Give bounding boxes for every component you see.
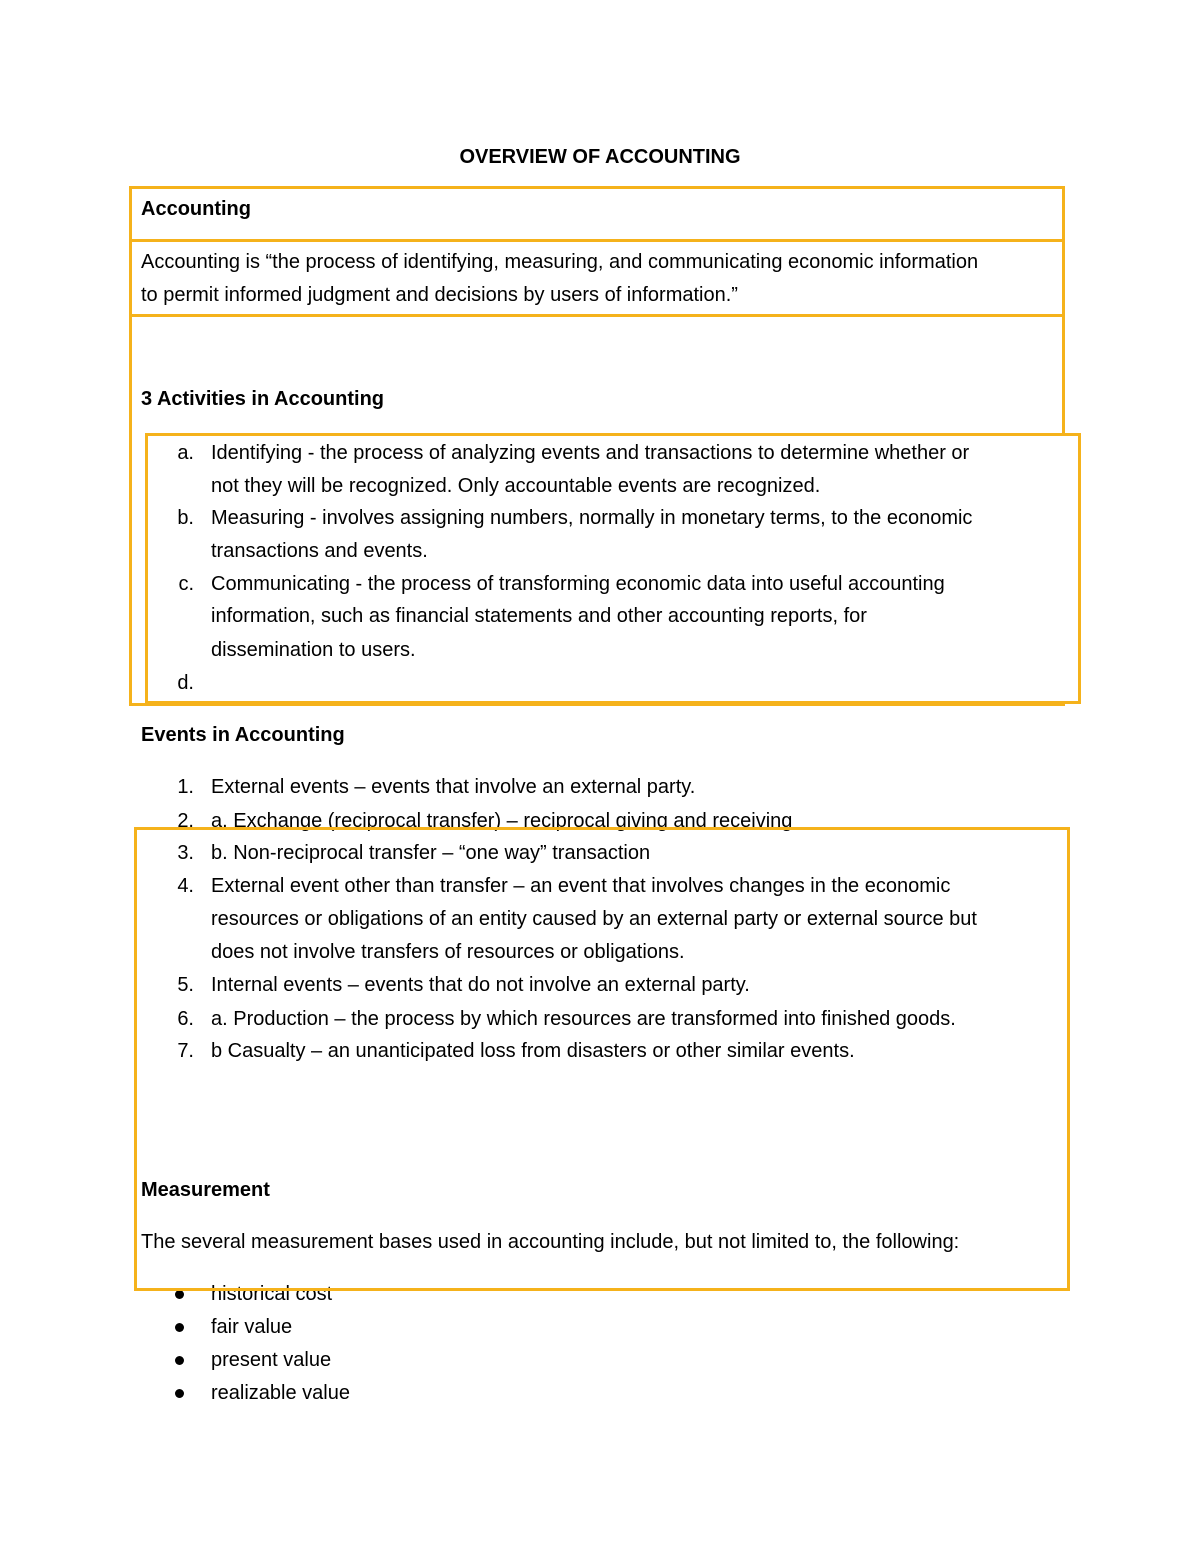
table-row-divider — [129, 314, 1065, 317]
page-title: OVERVIEW OF ACCOUNTING — [459, 146, 741, 168]
list-marker: d. — [177, 672, 194, 694]
event-item: a. Exchange (reciprocal transfer) – reciprocal giving and receiving — [211, 810, 793, 832]
event-item: External events – events that involve an external party. — [211, 776, 696, 798]
activity-item-communicating: information, such as financial statements and other accounting reports, for — [211, 605, 867, 627]
event-item: a. Production – the process by which resources are transformed into finished goods. — [211, 1008, 956, 1030]
list-marker: 3. — [177, 842, 194, 864]
event-item: b Casualty – an unanticipated loss from disasters or other similar events. — [211, 1040, 855, 1062]
bullet-icon — [175, 1290, 184, 1299]
list-marker: 6. — [177, 1008, 194, 1030]
measurement-heading: Measurement — [141, 1179, 270, 1201]
activity-item-measuring: Measuring - involves assigning numbers, normally in monetary terms, to the economic — [211, 507, 973, 529]
activity-item-identifying: not they will be recognized. Only accountable events are recognized. — [211, 475, 821, 497]
list-marker: b. — [177, 507, 194, 529]
list-marker: a. — [177, 442, 194, 464]
bullet-icon — [175, 1389, 184, 1398]
list-marker: 4. — [177, 875, 194, 897]
list-marker: 7. — [177, 1040, 194, 1062]
measurement-basis: fair value — [211, 1316, 293, 1338]
measurement-intro: The several measurement bases used in accounting include, but not limited to, the following: — [141, 1231, 960, 1253]
events-heading: Events in Accounting — [141, 724, 345, 746]
list-marker: 5. — [177, 974, 194, 996]
list-marker: 1. — [177, 776, 194, 798]
measurement-basis: present value — [211, 1349, 332, 1371]
measurement-basis: historical cost — [211, 1283, 333, 1305]
accounting-heading: Accounting — [141, 198, 251, 220]
bullet-icon — [175, 1323, 184, 1332]
accounting-definition-line: Accounting is “the process of identifying, measuring, and communicating economic information — [141, 251, 979, 273]
event-item: b. Non-reciprocal transfer – “one way” transaction — [211, 842, 651, 864]
accounting-definition-line: to permit informed judgment and decisions by users of information.” — [141, 284, 738, 306]
activities-heading: 3 Activities in Accounting — [141, 388, 384, 410]
highlight-frame — [134, 827, 1070, 1291]
event-item: does not involve transfers of resources or obligations. — [211, 941, 685, 963]
activity-item-communicating: Communicating - the process of transforming economic data into useful accounting — [211, 573, 945, 595]
activity-item-identifying: Identifying - the process of analyzing events and transactions to determine whether or — [211, 442, 970, 464]
measurement-basis: realizable value — [211, 1382, 350, 1404]
event-item: External event other than transfer – an event that involves changes in the economic — [211, 875, 951, 897]
list-marker: 2. — [177, 810, 194, 832]
table-row-divider — [129, 239, 1065, 242]
list-marker: c. — [178, 573, 194, 595]
activity-item-communicating: dissemination to users. — [211, 639, 416, 661]
activity-item-measuring: transactions and events. — [211, 540, 428, 562]
event-item: Internal events – events that do not involve an external party. — [211, 974, 750, 996]
bullet-icon — [175, 1356, 184, 1365]
event-item: resources or obligations of an entity caused by an external party or external source but — [211, 908, 977, 930]
